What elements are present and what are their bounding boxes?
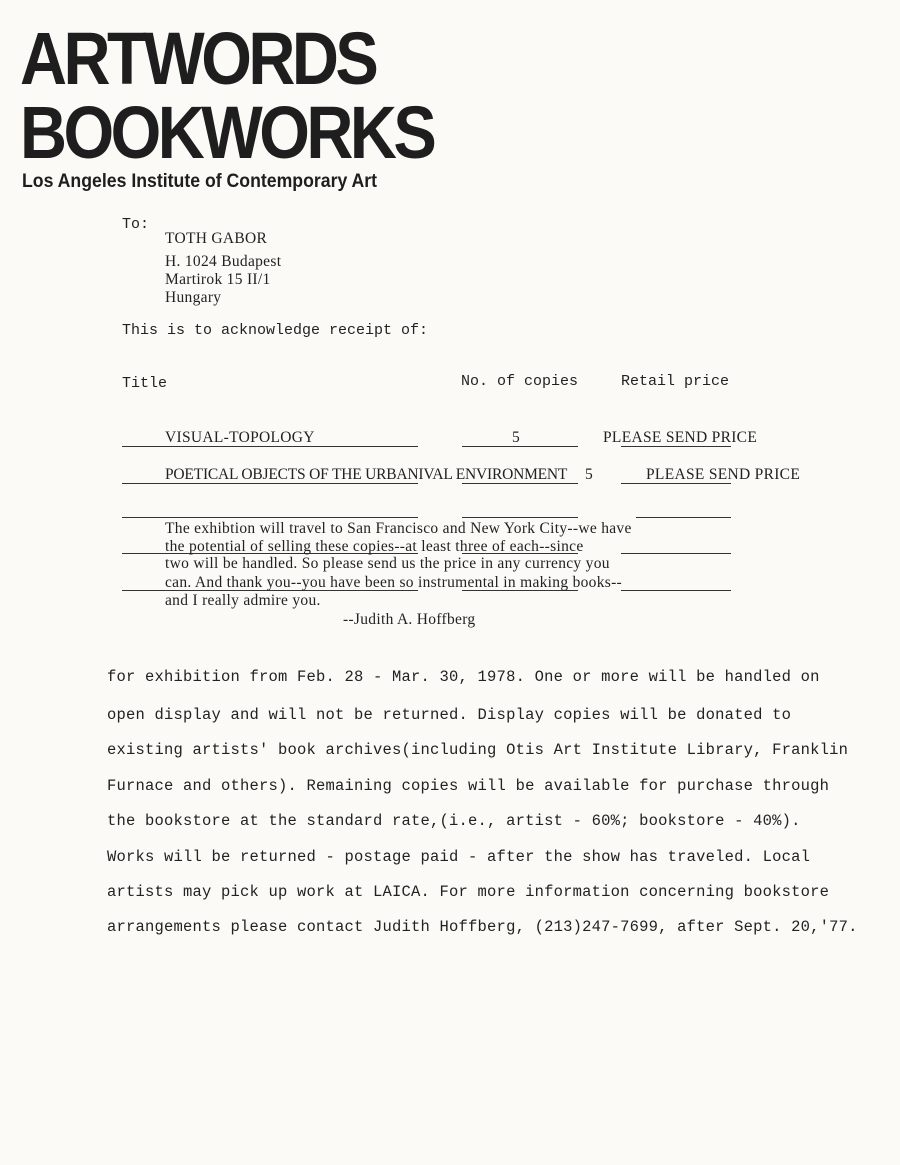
header-title: Title (122, 375, 168, 392)
row2-copies-rule (462, 483, 578, 484)
row1-price-rule (621, 446, 731, 447)
body-line: arrangements please contact Judith Hoffberg, (213)247-7699, after Sept. 20,'77. (107, 918, 858, 936)
row3-copies-rule (462, 517, 578, 518)
letterhead-artwords: ARTWORDS (20, 17, 376, 100)
note-signature: --Judith A. Hoffberg (343, 611, 476, 628)
row1-title-rule (122, 446, 418, 447)
body-line: the bookstore at the standard rate,(i.e., artist - 60%; bookstore - 40%). (107, 812, 801, 830)
header-copies: No. of copies (461, 373, 579, 390)
body-line: artists may pick up work at LAICA. For more information concerning bookstore (107, 883, 830, 901)
row1-copies: 5 (512, 429, 521, 446)
recipient-name: TOTH GABOR (165, 230, 268, 247)
row3-price-rule (636, 517, 731, 518)
row2-price: PLEASE SEND PRICE (646, 466, 801, 483)
body-line: existing artists' book archives(including Otis Art Institute Library, Franklin (107, 741, 849, 759)
row2-title-rule (122, 483, 418, 484)
row4-price-rule (621, 553, 731, 554)
row2-copies: 5 (585, 466, 594, 483)
body-line: Furnace and others). Remaining copies will be available for purchase through (107, 777, 830, 795)
recipient-address-line1: H. 1024 Budapest (165, 253, 282, 270)
note-line: two will be handled. So please send us the price in any currency you (165, 555, 610, 572)
recipient-address-line2: Martirok 15 II/1 (165, 271, 271, 288)
row5-price-rule (621, 590, 731, 591)
row2-price-rule (621, 483, 731, 484)
note-line: and I really admire you. (165, 592, 321, 609)
note-line: the potential of selling these copies--at least three of each--since (165, 538, 584, 555)
row2-title: POETICAL OBJECTS OF THE URBANIVAL ENVIRONMENT (165, 466, 568, 483)
to-label: To: (122, 216, 150, 233)
row3-title-rule (122, 517, 418, 518)
letterhead-organization: Los Angeles Institute of Contemporary Art (22, 171, 378, 192)
body-line: Works will be returned - postage paid - after the show has traveled. Local (107, 848, 811, 866)
row1-price: PLEASE SEND PRICE (603, 429, 758, 446)
body-line: for exhibition from Feb. 28 - Mar. 30, 1978. One or more will be handled on (107, 668, 820, 686)
note-line: can. And thank you--you have been so instrumental in making books-- (165, 574, 623, 591)
row1-copies-rule (462, 446, 578, 447)
row1-title: VISUAL-TOPOLOGY (165, 429, 315, 446)
note-line: The exhibtion will travel to San Francisco and New York City--we have (165, 520, 632, 537)
letterhead-bookworks: BOOKWORKS (20, 91, 434, 174)
body-line: open display and will not be returned. Display copies will be donated to (107, 706, 792, 724)
header-price: Retail price (621, 373, 730, 390)
acknowledgement-text: This is to acknowledge receipt of: (122, 322, 429, 339)
recipient-country: Hungary (165, 289, 222, 306)
